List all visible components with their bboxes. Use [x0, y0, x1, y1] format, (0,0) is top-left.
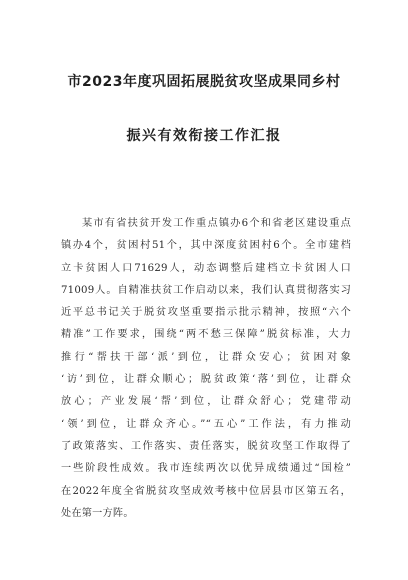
body-line: 在2022年度全省脱贫攻坚成效考核中位居县市区第五名，: [61, 485, 351, 497]
body-line: 一些阶段性成效。我市连续两次以优异成绩通过“国检”: [61, 463, 351, 475]
body-line: 处在第一方阵。: [61, 507, 134, 519]
body-line: ‘访’到位，让群众顺心；脱贫政策‘落’到位，让群众: [61, 374, 351, 386]
document-title-line-1: 市2023年度巩固拓展脱贫攻坚成果同乡村: [67, 74, 341, 90]
body-line: 放心；产业发展‘帮’到位，让群众舒心；党建带动: [61, 396, 351, 408]
document-body: [61, 213, 351, 525]
body-line: 71009人。自精准扶贫工作启动以来，我们认真贯彻落实习: [61, 284, 351, 296]
document-title-line-2: 振兴有效衔接工作汇报: [126, 128, 282, 144]
body-line: 近平总书记关于脱贫攻坚重要指示批示精神，按照“六个: [61, 307, 351, 319]
body-line: 了政策落实、工作落实、责任落实，脱贫攻坚工作取得了: [61, 440, 351, 452]
body-line: 精准”工作要求，围绕“两不愁三保障”脱贫标准，大力: [61, 329, 351, 341]
body-line: 镇办4个，贫困村51个，其中深度贫困村6个。全市建档: [61, 240, 351, 252]
body-line: 立卡贫困人口71629人，动态调整后建档立卡贫困人口: [61, 262, 351, 274]
body-line: ‘领’到位，让群众齐心。”“五心”工作法，有力推动: [61, 418, 351, 430]
body-line: 推行“帮扶干部‘派’到位，让群众安心；贫困对象: [61, 351, 351, 363]
body-line: 某市有省扶贫开发工作重点镇办6个和省老区建设重点: [82, 218, 351, 229]
